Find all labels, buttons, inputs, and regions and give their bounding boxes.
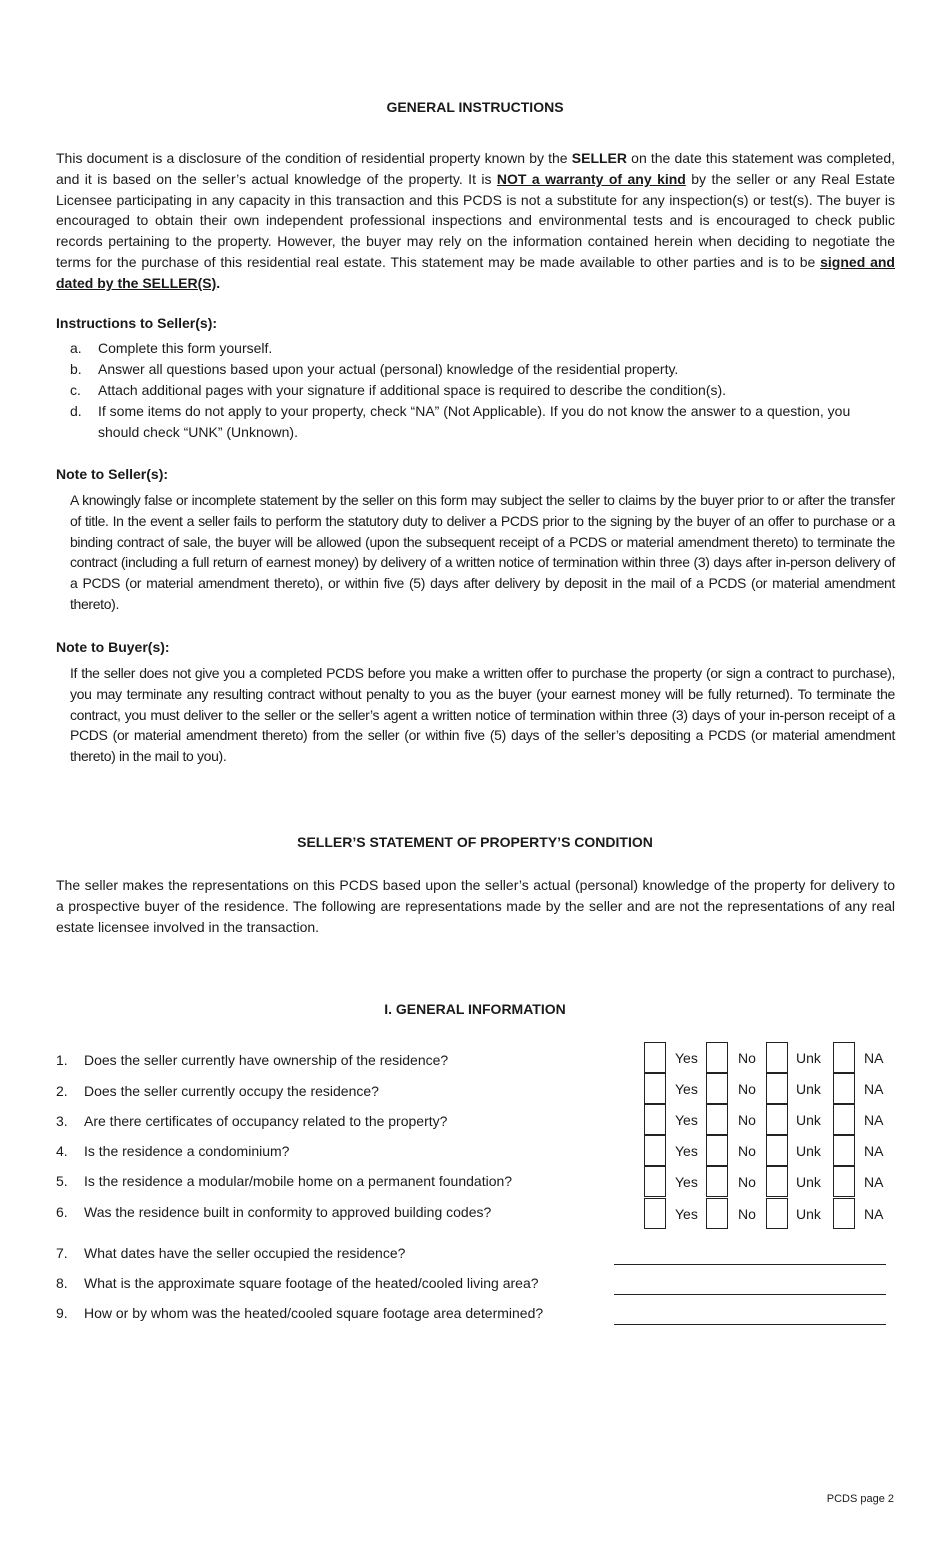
answer-options-1	[644, 1042, 884, 1073]
na-label: NA	[864, 1143, 884, 1159]
unk-checkbox[interactable]	[766, 1135, 788, 1166]
yes-checkbox[interactable]	[644, 1073, 666, 1104]
yes-checkbox[interactable]	[644, 1198, 666, 1229]
unk-label: Unk	[796, 1206, 821, 1222]
na-checkbox[interactable]	[833, 1135, 855, 1166]
general-instructions-heading: GENERAL INSTRUCTIONS	[386, 99, 564, 115]
question-text: Is the residence a condominium?	[84, 1143, 290, 1159]
general-instructions-paragraph	[56, 148, 895, 294]
unk-checkbox[interactable]	[766, 1042, 788, 1073]
answer-options-2	[644, 1073, 884, 1104]
not-warranty-emphasis: NOT a warranty of any kind	[496, 170, 686, 187]
unk-label: Unk	[796, 1174, 821, 1190]
para-text: on the date this statement was completed, and it is based on the seller’s actual knowledge of the property. It is	[56, 150, 895, 187]
unk-label: Unk	[796, 1081, 821, 1097]
para-text: This document is a disclosure of the condition of residential property known by the	[56, 150, 572, 166]
no-checkbox[interactable]	[706, 1042, 728, 1073]
no-checkbox[interactable]	[706, 1073, 728, 1104]
sellers-statement-text: The seller makes the representations on this PCDS based upon the seller’s actual (personal) knowledge of the property for delivery to a prospective buyer of the residence. The following are representations made by the seller and are not the representations of any real estate licensee involved in the transaction.	[56, 877, 895, 935]
no-label: No	[738, 1112, 756, 1128]
list-marker: d.	[70, 403, 82, 420]
list-text: If some items do not apply to your property, check “NA” (Not Applicable). If you do not know the answer to a question, you should check “UNK” (Unknown).	[98, 403, 851, 441]
seller-emphasis: SELLER	[571, 150, 627, 166]
answer-options-5	[644, 1166, 884, 1197]
unk-label: Unk	[796, 1112, 821, 1128]
question-text: How or by whom was the heated/cooled square footage area determined?	[84, 1305, 544, 1321]
na-checkbox[interactable]	[833, 1042, 855, 1073]
question-5	[56, 1173, 512, 1189]
list-marker: a.	[70, 340, 82, 356]
question-number: 5.	[56, 1173, 68, 1189]
na-checkbox[interactable]	[833, 1073, 855, 1104]
yes-label: Yes	[675, 1174, 698, 1190]
question-number: 7.	[56, 1245, 68, 1261]
question-2	[56, 1083, 379, 1099]
na-checkbox[interactable]	[833, 1104, 855, 1135]
unk-checkbox[interactable]	[766, 1166, 788, 1197]
question-text: Is the residence a modular/mobile home on a permanent foundation?	[84, 1173, 513, 1189]
signed-dated-emphasis: signed and dated by the SELLER(S)	[56, 253, 895, 291]
note-to-seller-heading: Note to Seller(s):	[56, 466, 169, 482]
sellers-statement-heading: SELLER’S STATEMENT OF PROPERTY’S CONDITION	[297, 834, 653, 850]
question-3	[56, 1113, 447, 1129]
no-checkbox[interactable]	[706, 1104, 728, 1135]
list-text: Answer all questions based upon your actual (personal) knowledge of the residential property.	[98, 360, 679, 377]
question-number: 4.	[56, 1143, 68, 1159]
question-text: What dates have the seller occupied the residence?	[84, 1245, 406, 1261]
question-number: 8.	[56, 1275, 68, 1291]
na-label: NA	[864, 1206, 884, 1222]
no-label: No	[738, 1081, 756, 1097]
question-number: 2.	[56, 1083, 68, 1099]
unk-checkbox[interactable]	[766, 1073, 788, 1104]
instructions-list	[70, 338, 895, 443]
list-item	[70, 380, 895, 401]
question-9	[56, 1305, 543, 1321]
page-footer: PCDS page 2	[826, 1493, 894, 1505]
na-checkbox[interactable]	[833, 1166, 855, 1197]
unk-label: Unk	[796, 1143, 821, 1159]
instructions-to-seller-heading: Instructions to Seller(s):	[56, 315, 218, 331]
yes-label: Yes	[675, 1050, 698, 1066]
question-number: 9.	[56, 1305, 68, 1321]
question-6	[56, 1204, 491, 1220]
answer-options-3	[644, 1104, 884, 1135]
na-checkbox[interactable]	[833, 1198, 855, 1229]
question-text: Does the seller currently occupy the residence?	[84, 1083, 379, 1099]
yes-label: Yes	[675, 1143, 698, 1159]
question-8	[56, 1275, 539, 1291]
list-text: Complete this form yourself.	[98, 340, 273, 356]
footage-determined-by-field[interactable]	[614, 1306, 886, 1325]
occupied-dates-field[interactable]	[614, 1246, 886, 1265]
question-text: What is the approximate square footage of the heated/cooled living area?	[84, 1275, 539, 1291]
question-1	[56, 1052, 448, 1068]
note-to-seller-text: A knowingly false or incomplete statement by the seller on this form may subject the seller to claims by the buyer prior to or after the transfer of title. In the event a seller fails to perform the statutory duty to deliver a PCDS prior to the signing by the buyer of an offer to purchase or a binding contract of sale, the buyer will be allowed (upon the subsequent receipt of a PCDS or material amendment thereto) to terminate the contract (including a full return of earnest money) by delivery of a written notice of termination within three (3) days after in-person delivery of a PCDS (or material amendment thereto), or within five (5) days after delivery by deposit in the mail of a PCDS (or material amendment thereto).	[70, 492, 895, 612]
no-checkbox[interactable]	[706, 1135, 728, 1166]
na-label: NA	[864, 1050, 884, 1066]
note-to-buyer-heading: Note to Buyer(s):	[56, 639, 170, 655]
yes-label: Yes	[675, 1081, 698, 1097]
yes-checkbox[interactable]	[644, 1042, 666, 1073]
no-label: No	[738, 1206, 756, 1222]
list-marker: b.	[70, 360, 82, 377]
unk-checkbox[interactable]	[766, 1104, 788, 1135]
question-4	[56, 1143, 289, 1159]
list-item	[70, 359, 895, 380]
yes-checkbox[interactable]	[644, 1135, 666, 1166]
para-period: .	[216, 274, 221, 291]
question-number: 6.	[56, 1204, 68, 1220]
question-text: Was the residence built in conformity to approved building codes?	[84, 1204, 492, 1220]
note-to-buyer-text: If the seller does not give you a completed PCDS before you make a written offer to purchase the property (or sign a contract to purchase), you may terminate any resulting contract without penalty to you as the buyer (your earnest money will be fully returned). To terminate the contract, you must deliver to the seller or the seller’s agent a written notice of termination within three (3) days of your in-person receipt of a PCDS (or material amendment thereto) from the seller (or within five (5) days of the seller’s depositing a PCDS (or material amendment thereto) in the mail to you).	[70, 665, 895, 765]
no-checkbox[interactable]	[706, 1166, 728, 1197]
list-text: Attach additional pages with your signature if additional space is required to describe the condition(s).	[98, 381, 727, 398]
no-checkbox[interactable]	[706, 1198, 728, 1229]
list-item	[70, 401, 895, 443]
no-label: No	[738, 1174, 756, 1190]
general-information-heading: I. GENERAL INFORMATION	[384, 1001, 566, 1017]
list-marker: c.	[70, 381, 81, 398]
na-label: NA	[864, 1174, 884, 1190]
yes-label: Yes	[675, 1206, 698, 1222]
unk-checkbox[interactable]	[766, 1198, 788, 1229]
na-label: NA	[864, 1112, 884, 1128]
square-footage-field[interactable]	[614, 1276, 886, 1295]
unk-label: Unk	[796, 1050, 821, 1066]
list-item	[70, 338, 895, 359]
na-label: NA	[864, 1081, 884, 1097]
question-7	[56, 1245, 405, 1261]
no-label: No	[738, 1143, 756, 1159]
yes-label: Yes	[675, 1112, 698, 1128]
yes-checkbox[interactable]	[644, 1166, 666, 1197]
answer-options-6	[644, 1198, 884, 1229]
question-text: Are there certificates of occupancy related to the property?	[84, 1113, 448, 1129]
question-number: 1.	[56, 1052, 68, 1068]
answer-options-4	[644, 1135, 884, 1166]
question-text: Does the seller currently have ownership of the residence?	[84, 1052, 449, 1068]
yes-checkbox[interactable]	[644, 1104, 666, 1135]
para-text: by the seller or any Real Estate Licensee participating in any capacity in this transaction and this PCDS is not a substitute for any inspection(s) or test(s). The buyer is encouraged to obtain their own independent professional inspections and environmental tests and is encouraged to check public records pertaining to the property. However, the buyer may rely on the information contained herein when deciding to negotiate the terms for the purchase of this residential real estate. This statement may be made available to other parties and is to be	[56, 170, 896, 270]
no-label: No	[738, 1050, 756, 1066]
question-number: 3.	[56, 1113, 68, 1129]
